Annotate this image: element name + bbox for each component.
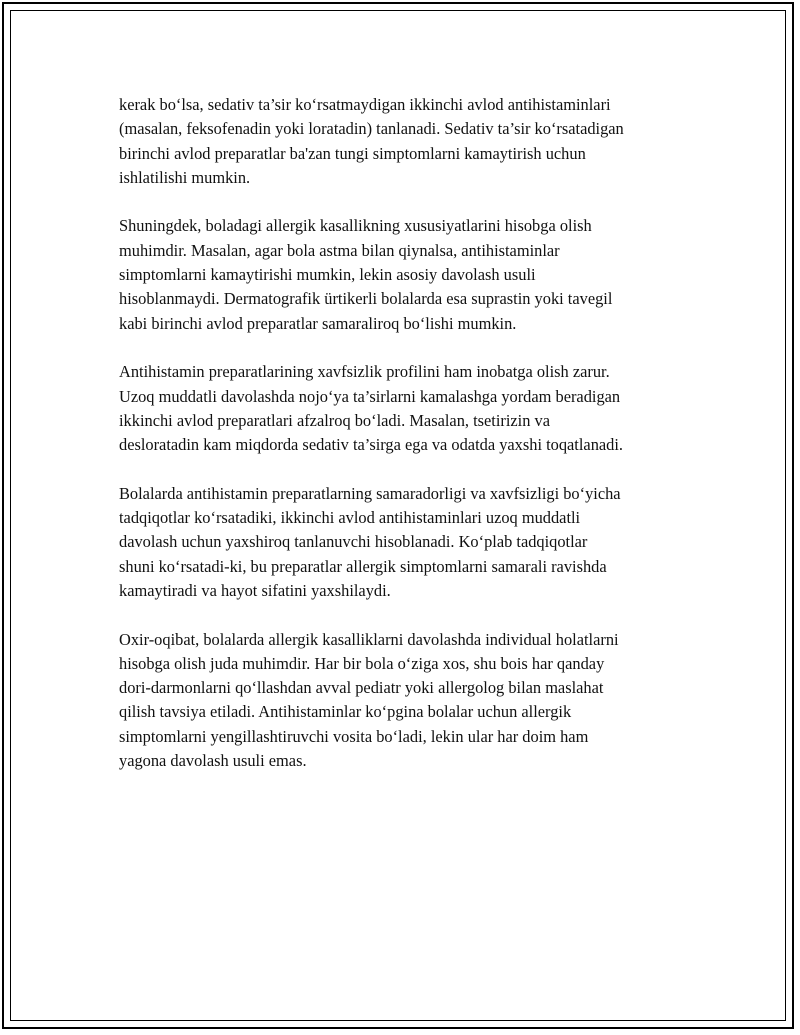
document-body [119,93,689,798]
paragraph-3: Antihistamin preparatlarining xavfsizlik profilini ham inobatga olish zarur. Uzoq muddatli davolashda nojo‘ya ta’sirlarni kamalashga yordam beradigan ikkinchi avlod preparatlari afzalroq bo‘ladi. Masalan, tsetirizin va desloratadin kam miqdorda sedativ ta’sirga ega va odatda yaxshi toqatlanadi. [119,362,624,455]
paragraph-5: Oxir-oqibat, bolalarda allergik kasalliklarni davolashda individual holatlarni hisobga olish juda muhimdir. Har bir bola o‘ziga xos, shu bois har qanday dori-darmonlarni qo‘llashdan avval pediatr yoki allergolog bilan maslahat qilish tavsiya etiladi. Antihistaminlar ko‘pgina bolalar uchun allergik simptomlarni yengillashtiruvchi vosita bo‘ladi, lekin ular har doim ham yagona davolash usuli emas. [119,629,619,771]
paragraph-2: Shuningdek, boladagi allergik kasallikning xususiyatlarini hisobga olish muhimdir. Masalan, agar bola astma bilan qiynalsa, antihistaminlar simptomlarni kamaytirishi mumkin, lekin asosiy davolash usuli hisoblanmaydi. Dermatografik ürtikerli bolalarda esa suprastin yoki tavegil kabi birinchi avlod preparatlar samaraliroq bo‘lishi mumkin. [119,216,613,333]
paragraph-1: kerak bo‘lsa, sedativ ta’sir ko‘rsatmaydigan ikkinchi avlod antihistaminlari (masalan, feksofenadin yoki loratadin) tanlanadi. Sedativ ta’sir ko‘rsatadigan birinchi avlod preparatlar ba'zan tungi simptomlarni kamaytirish uchun ishlatilishi mumkin. [119,95,624,187]
paragraph-4: Bolalarda antihistamin preparatlarning samaradorligi va xavfsizligi bo‘yicha tadqiqotlar ko‘rsatadiki, ikkinchi avlod antihistaminlari uzoq muddatli davolash uchun yaxshiroq tanlanuvchi hisoblanadi. Ko‘plab tadqiqotlar shuni ko‘rsatadi-ki, bu preparatlar allergik simptomlarni samarali ravishda kamaytiradi va hayot sifatini yaxshilaydi. [119,483,621,600]
